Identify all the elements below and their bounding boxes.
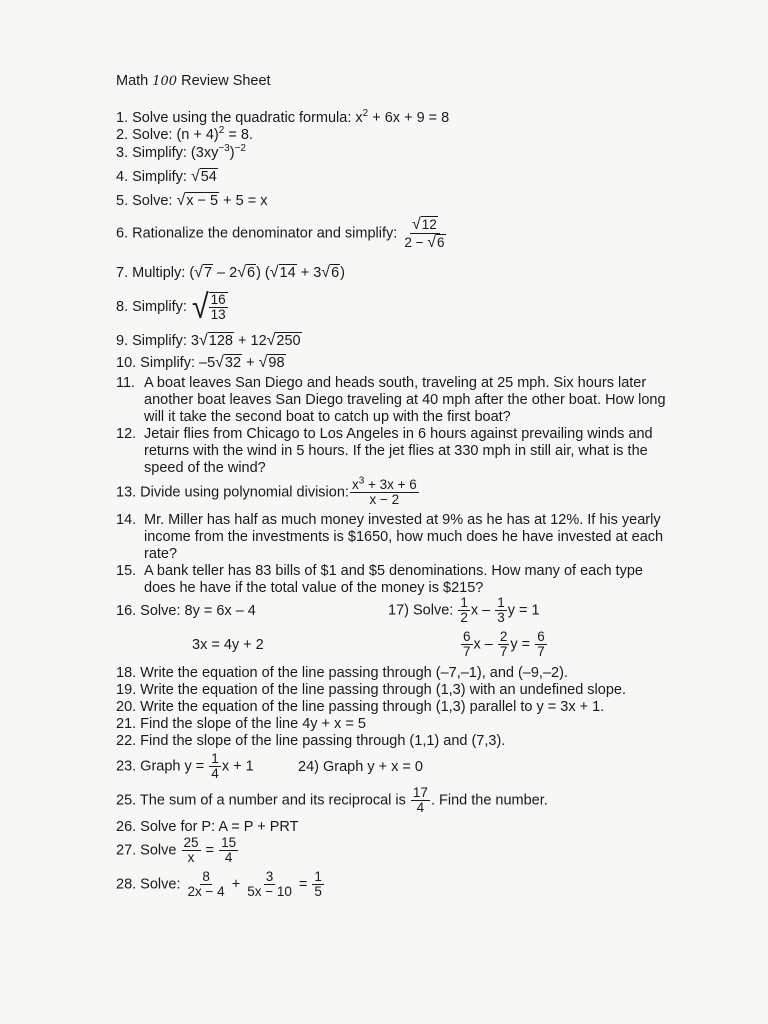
- fraction: $\frac{16}{13}$: [210, 292, 226, 322]
- problem-25: 25. The sum of a number and its reciprocal is $\frac{17}{4}$ . Find the number.: [116, 785, 548, 815]
- problem-13: 13. Divide using polynomial division: $\frac{x^3 + 3x + 6}{x - 2}$: [116, 475, 417, 507]
- problem-8: 8. Simplify: √ $\frac{16}{13}$: [116, 288, 226, 326]
- radical: √ 54: [190, 168, 217, 185]
- problem-11: 11. A boat leaves San Diego and heads south, traveling at 25 mph. Six hours later another boat leaves San Diego traveling at 40 mph after the other boat. How long will it take the second boat to catch up with the first boat?: [116, 375, 666, 425]
- problem-10: 10. Simplify: –5 √ 32 + √ 98: [116, 354, 285, 371]
- problem-16-line-2: 3x = 4y + 2: [192, 637, 264, 653]
- problem-4: 4. Simplify: √ 54: [116, 168, 217, 185]
- problem-17-line-1: 17) Solve: $\frac{1}{2}$ x – $\frac{1}{3}$ y = 1: [388, 595, 540, 625]
- problem-14: 14. Mr. Miller has half as much money invested at 9% as he has at 12%. If his yearly income from the investments is $1650, how much does he have invested at each rate?: [116, 512, 664, 562]
- title-text-rest: Review Sheet: [177, 73, 271, 89]
- problem-28: 28. Solve: $\frac{8}{2x - 4}$ + $\frac{3}{5x - 10}$ = $\frac{1}{5}$: [116, 869, 322, 899]
- problem-21: 21. Find the slope of the line 4y + x = 5: [116, 716, 366, 732]
- problem-17-line-2: $\frac{6}{7}$ x – $\frac{2}{7}$ y = $\frac{6}{7}$: [463, 629, 545, 659]
- problem-2: 2. Solve: $(n + 4)^2 = 8$.: [116, 125, 253, 143]
- problem-16-line-1: 16. Solve: 8y = 6x – 4: [116, 603, 256, 619]
- problem-9: 9. Simplify: 3 √ 128 + 12 √ 250: [116, 332, 301, 349]
- radical-sign: √: [191, 288, 209, 326]
- problem-6: 6. Rationalize the denominator and simplify: √ 12 2 − √ 6: [116, 216, 449, 251]
- problem-15: 15. A bank teller has 83 bills of $1 and $5 denominations. How many of each type does he have if the total value of the money is $215?: [116, 563, 643, 596]
- problem-23: 23. Graph y = $\frac{1}{4}$ x + 1: [116, 751, 254, 781]
- problem-7: 7. Multiply: ( √ 7 – 2 √ 6 ) ( √ 14 + 3 √ 6 ): [116, 264, 345, 281]
- fraction: √ 12 2 − √ 6: [404, 216, 445, 251]
- problem-27: 27. Solve $\frac{25}{x}$ = $\frac{15}{4}$: [116, 835, 237, 865]
- page-title: [116, 73, 271, 90]
- fraction: $\frac{x^3 + 3x + 6}{x - 2}$: [351, 475, 417, 507]
- radical: √ x − 5: [176, 192, 219, 209]
- problem-1: 1. Solve using the quadratic formula: $x^2 + 6x + 9 = 8$: [116, 108, 450, 126]
- problem-12: 12. Jetair flies from Chicago to Los Angeles in 6 hours against prevailing winds and returns with the wind in 5 hours. If the jet flies at 330 mph in still air, what is the speed of the wind?: [116, 426, 653, 476]
- problem-20: 20. Write the equation of the line passing through (1,3) parallel to y = 3x + 1.: [116, 699, 605, 715]
- problem-5: 5. Solve: √ x − 5 + 5 = x: [116, 192, 268, 209]
- problem-24: 24) Graph y + x = 0: [298, 759, 423, 775]
- handwritten-course-number: 100: [152, 74, 178, 89]
- problem-18: 18. Write the equation of the line passing through (–7,–1), and (–9,–2).: [116, 665, 568, 681]
- problem-3: 3. Simplify: $(3xy^{-3})^{-2}$: [116, 143, 246, 161]
- problem-26: 26. Solve for P: A = P + PRT: [116, 819, 299, 835]
- problem-22: 22. Find the slope of the line passing through (1,1) and (7,3).: [116, 733, 506, 749]
- title-text: Math: [116, 73, 153, 89]
- problem-19: 19. Write the equation of the line passing through (1,3) with an undefined slope.: [116, 682, 626, 698]
